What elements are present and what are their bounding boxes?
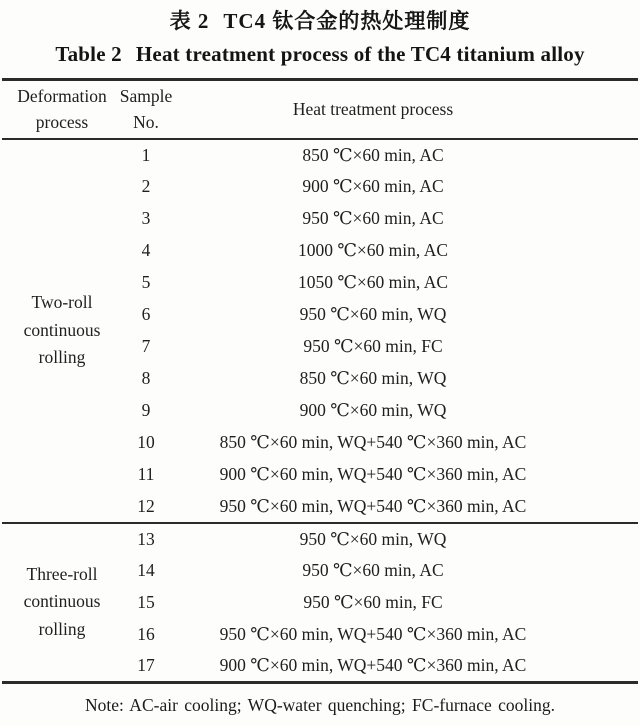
cell-sample-no: 12 <box>137 495 155 516</box>
cell-heat-treatment: 950 ℃×60 min, AC <box>302 208 444 228</box>
cell-sample-no: 1 <box>141 144 151 165</box>
table-title-english <box>0 42 640 67</box>
cell-heat-treatment: 950 ℃×60 min, AC <box>302 560 444 580</box>
table-row <box>2 523 638 555</box>
table-title-chinese <box>0 5 640 35</box>
cell-heat-treatment: 900 ℃×60 min, AC <box>302 176 444 196</box>
cell-heat-treatment: 1000 ℃×60 min, AC <box>297 240 448 260</box>
cell-heat-treatment: 850 ℃×60 min, AC <box>302 144 444 165</box>
cell-sample-no: 16 <box>137 624 155 644</box>
group-two-roll <box>2 139 638 523</box>
cell-sample-no: 2 <box>141 176 151 196</box>
cell-heat-treatment: 850 ℃×60 min, WQ <box>299 368 447 388</box>
cell-sample-no: 13 <box>137 528 155 549</box>
heat-treatment-table <box>2 78 638 684</box>
cell-heat-treatment: 900 ℃×60 min, WQ+540 ℃×360 min, AC <box>219 655 527 676</box>
group-label-three-roll: Three-roll continuous rolling <box>23 563 101 640</box>
group-three-roll <box>2 523 638 683</box>
cell-sample-no: 8 <box>141 368 151 388</box>
cell-heat-treatment: 950 ℃×60 min, WQ+540 ℃×360 min, AC <box>219 624 527 644</box>
table-title-en-text: Heat treatment process of the TC4 titanium alloy <box>135 42 585 66</box>
cell-heat-treatment: 850 ℃×60 min, WQ+540 ℃×360 min, AC <box>219 432 527 452</box>
cell-sample-no: 7 <box>141 336 151 356</box>
group-label-two-roll: Two-roll continuous rolling <box>23 292 101 368</box>
cell-heat-treatment: 950 ℃×60 min, FC <box>303 336 443 356</box>
cell-sample-no: 15 <box>137 592 155 612</box>
cell-sample-no: 10 <box>137 432 155 452</box>
table-title-zh-text: TC4 钛合金的热处理制度 <box>223 9 471 33</box>
cell-heat-treatment: 950 ℃×60 min, WQ <box>299 304 447 324</box>
cell-heat-treatment: 950 ℃×60 min, WQ <box>299 528 447 549</box>
cell-sample-no: 17 <box>137 655 155 676</box>
cell-heat-treatment: 950 ℃×60 min, FC <box>303 592 443 612</box>
cell-heat-treatment: 1050 ℃×60 min, AC <box>297 272 448 292</box>
cell-heat-treatment: 900 ℃×60 min, WQ <box>299 400 447 420</box>
col-header-deformation-process: Deformation process <box>17 86 107 133</box>
col-header-sample-no: Sample No. <box>119 86 173 133</box>
table-number-en: Table 2 <box>55 42 122 66</box>
col-header-heat-treatment-process: Heat treatment process <box>292 98 454 119</box>
header-row <box>2 80 638 139</box>
cell-heat-treatment: 950 ℃×60 min, WQ+540 ℃×360 min, AC <box>219 495 527 516</box>
cell-sample-no: 14 <box>137 560 155 580</box>
table-note: Note: AC-air cooling; WQ-water quenching; FC-furnace cooling. <box>85 695 555 715</box>
cell-sample-no: 3 <box>141 208 151 228</box>
cell-sample-no: 5 <box>141 272 151 292</box>
cell-sample-no: 6 <box>141 304 151 324</box>
table-number-zh: 表 2 <box>169 9 210 33</box>
table-row <box>2 139 638 171</box>
cell-heat-treatment: 900 ℃×60 min, WQ+540 ℃×360 min, AC <box>219 464 527 484</box>
cell-sample-no: 11 <box>137 464 155 484</box>
cell-sample-no: 4 <box>141 240 151 260</box>
cell-sample-no: 9 <box>141 400 151 420</box>
